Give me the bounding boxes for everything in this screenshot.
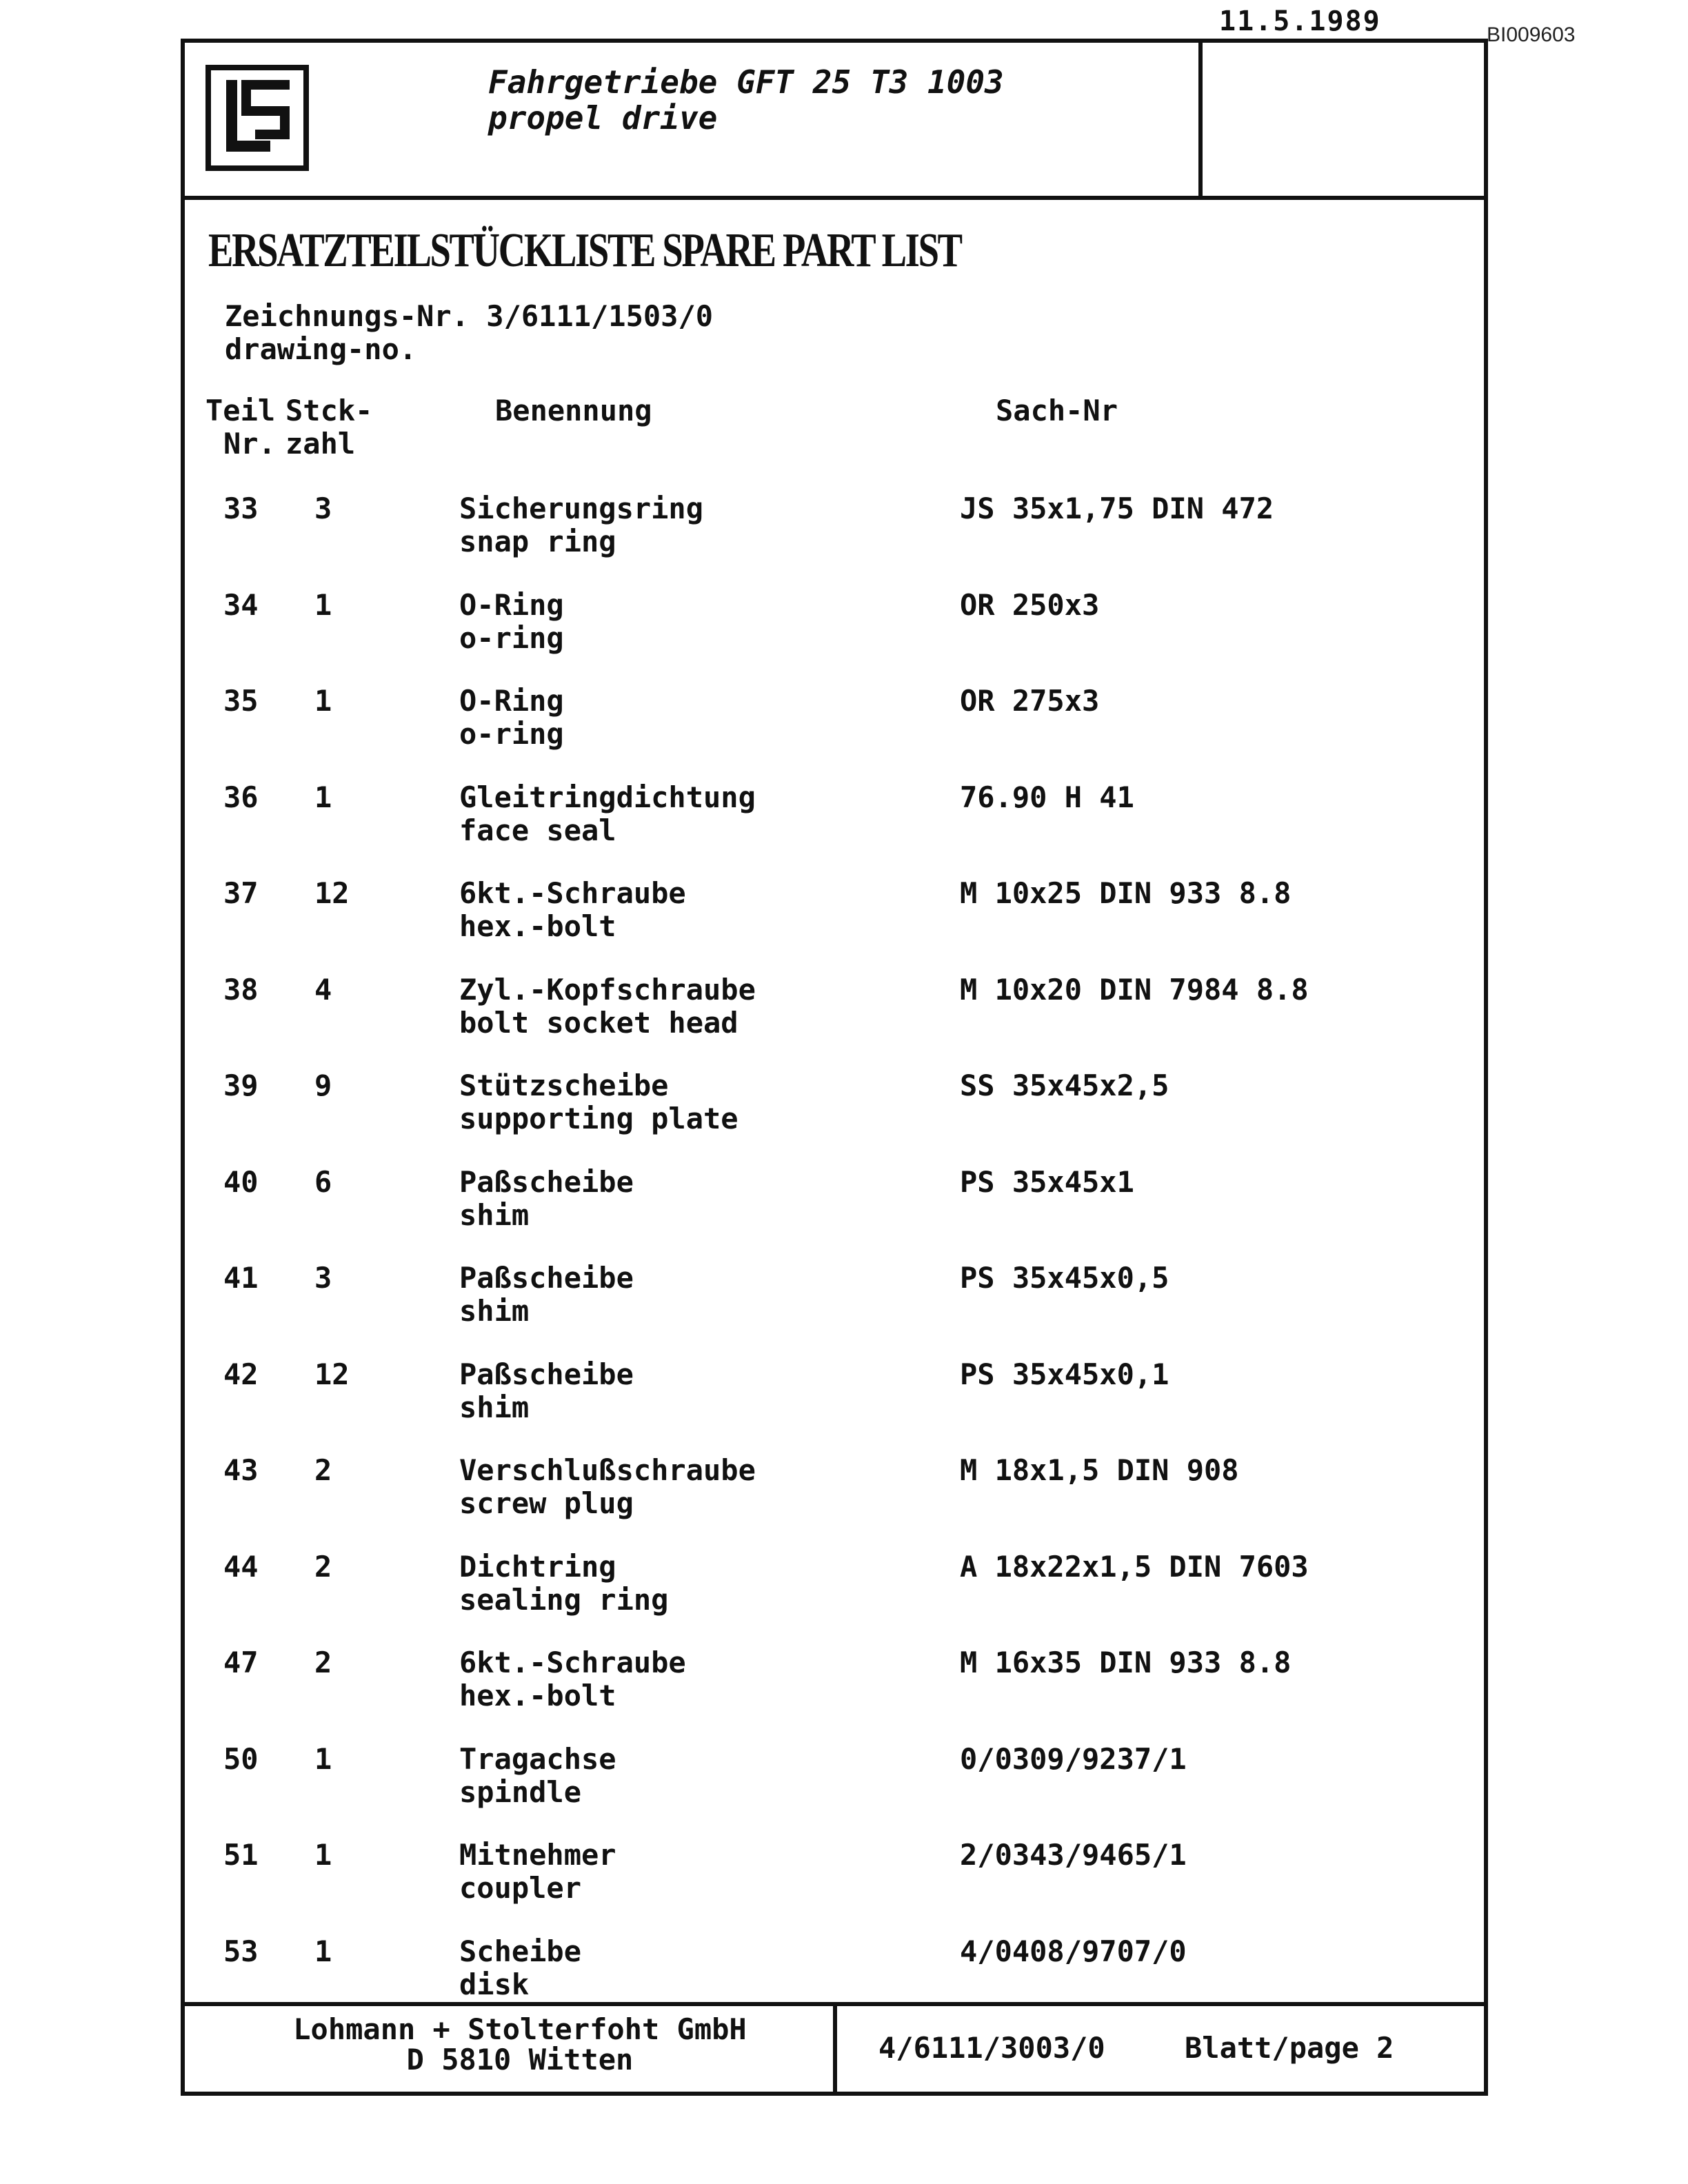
description-en: hex.-bolt bbox=[459, 1679, 616, 1712]
description-en: bolt socket head bbox=[459, 1005, 738, 1040]
description-en: o-ring bbox=[459, 717, 564, 751]
item-number: 4/0408/9707/0 bbox=[960, 1934, 1187, 1968]
quantity: 1 bbox=[314, 587, 332, 622]
description-en: o-ring bbox=[459, 620, 564, 655]
quantity: 3 bbox=[314, 1261, 332, 1295]
drawing-number: Zeichnungs-Nr. 3/6111/1503/0 bbox=[225, 299, 714, 333]
product-subtitle: propel drive bbox=[488, 99, 718, 136]
company-address: Lohmann + Stolterfoht GmbH D 5810 Witten bbox=[293, 2012, 747, 2076]
item-number: M 10x20 DIN 7984 8.8 bbox=[960, 972, 1309, 1007]
quantity: 1 bbox=[314, 684, 332, 718]
item-number: 2/0343/9465/1 bbox=[960, 1838, 1187, 1872]
table-row bbox=[185, 1069, 1484, 1159]
quantity: 9 bbox=[314, 1069, 332, 1102]
quantity: 1 bbox=[314, 1934, 332, 1968]
description-de: Paßscheibe bbox=[459, 1261, 634, 1295]
table-row bbox=[185, 1166, 1484, 1255]
list-heading: ERSATZTEILSTÜCKLISTE SPARE PART LIST bbox=[208, 224, 961, 277]
item-number: OR 250x3 bbox=[960, 587, 1100, 622]
quantity: 12 bbox=[314, 1357, 350, 1391]
quantity: 1 bbox=[314, 1838, 332, 1872]
column-header-part-no: Teil Nr. bbox=[205, 394, 276, 461]
description-de: 6kt.-Schraube bbox=[459, 1646, 686, 1679]
column-header-quantity: Stck- zahl bbox=[285, 394, 373, 461]
item-number: OR 275x3 bbox=[960, 684, 1100, 718]
quantity: 12 bbox=[314, 876, 350, 910]
table-row bbox=[185, 1743, 1484, 1832]
description-en: sealing ring bbox=[459, 1582, 669, 1617]
item-number: PS 35x45x0,1 bbox=[960, 1357, 1169, 1391]
part-number: 41 bbox=[223, 1261, 259, 1295]
table-row bbox=[185, 1550, 1484, 1640]
part-number: 33 bbox=[223, 492, 259, 525]
part-number: 39 bbox=[223, 1069, 259, 1102]
item-number: 76.90 H 41 bbox=[960, 780, 1134, 814]
table-row bbox=[185, 1839, 1484, 1928]
description-de: Tragachse bbox=[459, 1741, 616, 1776]
table-row bbox=[185, 973, 1484, 1063]
description-de: Zyl.-Kopfschraube bbox=[459, 972, 756, 1007]
description-en: snap ring bbox=[459, 525, 616, 558]
description-en: supporting plate bbox=[459, 1102, 738, 1135]
description-en: face seal bbox=[459, 813, 616, 847]
quantity: 1 bbox=[314, 780, 332, 814]
description-de: Paßscheibe bbox=[459, 1164, 634, 1199]
table-row bbox=[185, 1262, 1484, 1351]
description-en: shim bbox=[459, 1390, 530, 1424]
item-number: M 10x25 DIN 933 8.8 bbox=[960, 876, 1292, 910]
description-de: Sicherungsring bbox=[459, 492, 704, 525]
part-number: 36 bbox=[223, 780, 259, 814]
part-number: 44 bbox=[223, 1549, 259, 1584]
column-header-item-number: Sach-Nr bbox=[996, 394, 1118, 427]
footer-document-number: 4/6111/3003/0 bbox=[878, 2031, 1105, 2065]
part-number: 42 bbox=[223, 1357, 259, 1391]
description-de: O-Ring bbox=[459, 587, 564, 622]
description-en: screw plug bbox=[459, 1486, 634, 1520]
description-en: shim bbox=[459, 1294, 530, 1328]
document-id: BI009603 bbox=[1487, 23, 1576, 46]
description-de: Dichtring bbox=[459, 1549, 616, 1584]
table-row bbox=[185, 492, 1484, 582]
part-number: 40 bbox=[223, 1164, 259, 1199]
column-header-description: Benennung bbox=[495, 394, 652, 427]
part-number: 37 bbox=[223, 876, 259, 910]
part-number: 47 bbox=[223, 1646, 259, 1679]
top-date: 11.5.1989 bbox=[1219, 6, 1381, 37]
quantity: 2 bbox=[314, 1646, 332, 1679]
description-de: Verschlußschraube bbox=[459, 1453, 756, 1487]
title-block-empty-cell bbox=[1198, 43, 1484, 196]
page-number: Blatt/page 2 bbox=[1185, 2031, 1394, 2065]
quantity: 1 bbox=[314, 1741, 332, 1776]
description-en: spindle bbox=[459, 1775, 582, 1809]
company-logo-icon bbox=[205, 65, 309, 171]
description-de: 6kt.-Schraube bbox=[459, 876, 686, 910]
quantity: 2 bbox=[314, 1453, 332, 1487]
part-number: 43 bbox=[223, 1453, 259, 1487]
description-de: Stützscheibe bbox=[459, 1069, 669, 1102]
part-number: 34 bbox=[223, 587, 259, 622]
part-number: 35 bbox=[223, 684, 259, 718]
item-number: 0/0309/9237/1 bbox=[960, 1741, 1187, 1776]
part-number: 53 bbox=[223, 1934, 259, 1968]
quantity: 6 bbox=[314, 1164, 332, 1199]
description-en: disk bbox=[459, 1967, 530, 2001]
item-number: PS 35x45x1 bbox=[960, 1164, 1134, 1199]
table-row bbox=[185, 1454, 1484, 1544]
table-row bbox=[185, 781, 1484, 871]
description-de: Scheibe bbox=[459, 1934, 582, 1968]
description-de: O-Ring bbox=[459, 684, 564, 718]
item-number: SS 35x45x2,5 bbox=[960, 1069, 1169, 1102]
table-row bbox=[185, 1358, 1484, 1448]
item-number: M 18x1,5 DIN 908 bbox=[960, 1453, 1239, 1487]
item-number: JS 35x1,75 DIN 472 bbox=[960, 492, 1274, 525]
part-number: 38 bbox=[223, 972, 259, 1007]
footer-divider bbox=[833, 2006, 837, 2092]
drawing-number-label-en: drawing-no. bbox=[225, 332, 417, 366]
item-number: PS 35x45x0,5 bbox=[960, 1261, 1169, 1295]
part-number: 51 bbox=[223, 1838, 259, 1872]
title-block bbox=[185, 43, 1484, 200]
item-number: A 18x22x1,5 DIN 7603 bbox=[960, 1549, 1309, 1584]
item-number: M 16x35 DIN 933 8.8 bbox=[960, 1646, 1292, 1679]
quantity: 3 bbox=[314, 492, 332, 525]
footer-block bbox=[185, 2002, 1484, 2092]
parts-list-frame bbox=[181, 39, 1488, 2096]
description-en: shim bbox=[459, 1197, 530, 1232]
description-de: Gleitringdichtung bbox=[459, 780, 756, 814]
table-row bbox=[185, 1646, 1484, 1736]
description-de: Paßscheibe bbox=[459, 1357, 634, 1391]
description-de: Mitnehmer bbox=[459, 1838, 616, 1872]
table-row bbox=[185, 877, 1484, 967]
product-title: Fahrgetriebe GFT 25 T3 1003 bbox=[488, 63, 1004, 101]
quantity: 2 bbox=[314, 1549, 332, 1584]
table-row bbox=[185, 685, 1484, 774]
description-en: hex.-bolt bbox=[459, 909, 616, 943]
description-en: coupler bbox=[459, 1871, 582, 1905]
quantity: 4 bbox=[314, 972, 332, 1007]
table-row bbox=[185, 589, 1484, 678]
part-number: 50 bbox=[223, 1741, 259, 1776]
